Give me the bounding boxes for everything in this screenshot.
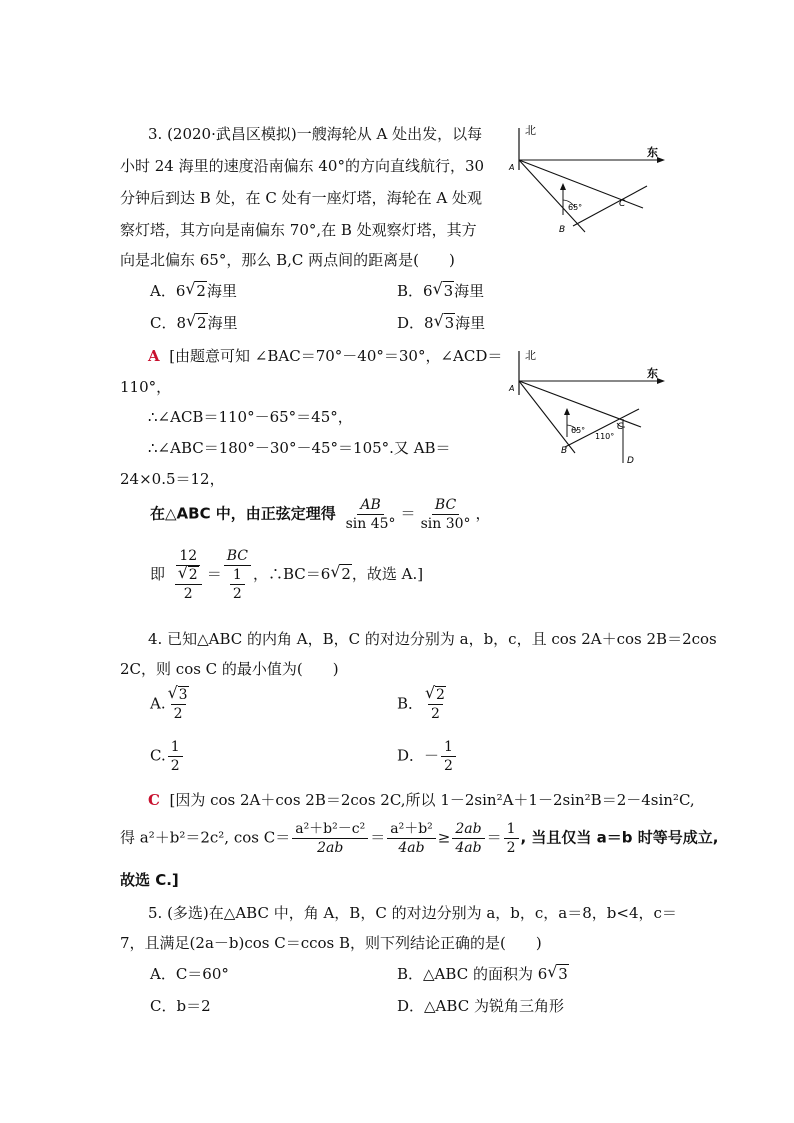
q5-option-b: B．△ABC 的面积为 6√ 3 — [397, 964, 569, 984]
sol3-line-5: 在△ABC 中，由正弦定理得 $\frac{AB}{\sin 45^\circ}$ ＝ $\frac{BC}{\sin 30^\circ}$ ， — [150, 497, 491, 532]
fig1-north-label: 北 — [525, 124, 536, 137]
fig1-point-c: C — [619, 199, 626, 209]
q5-option-c: C．b＝2 — [150, 997, 211, 1015]
q4-option-d: D．－ $\frac{1}{2}$ — [397, 738, 458, 775]
q5-line-2: 7，且满足(2a－b)cos C＝ccos B，则下列结论正确的是( ) — [120, 934, 542, 952]
figure-navigation-2 — [505, 345, 675, 470]
fig1-angle-label: 65° — [568, 203, 583, 212]
q3-line-1: 3. (2020·武昌区模拟)一艘海轮从 A 处出发，以每 — [148, 125, 483, 143]
sol4-line-3: 故选 C.] — [120, 871, 179, 889]
fig2-angle-110: 110° — [595, 432, 615, 441]
q4-option-c: C. $\frac{1}{2}$ — [150, 738, 185, 775]
sol3-answer: A — [148, 347, 160, 365]
fig2-east-label: 东 — [647, 367, 658, 380]
sol4-line-2: 得 a²＋b²＝2c², cos C＝ $\frac{\text{a²＋b²－c²}}{2ab}$ ＝ $\frac{\text{a²＋b²}}{4ab}$ ≥ $\frac{2ab}{4ab}$ ＝ $\frac{1}{2}$ , 当且仅当 a＝b 时等号成立, — [120, 821, 719, 856]
q3-line-5: 向是北偏东 65°，那么 B,C 两点间的距离是( ) — [120, 251, 455, 269]
fig1-east-label: 东 — [647, 146, 658, 159]
figure-navigation-1 — [505, 120, 675, 240]
q4-line-2: 2C，则 cos C 的最小值为( ) — [120, 660, 339, 678]
fig2-point-d: D — [627, 456, 634, 466]
fig2-angle-65: 65° — [571, 426, 586, 435]
q4-option-b: B． √ $\frac{2}{2}$ — [397, 686, 448, 723]
q5-line-1: 5. (多选)在△ABC 中，角 A，B，C 的对边分别为 a，b，c，a＝8，b<4，c＝ — [148, 904, 677, 922]
fig2-north-label: 北 — [525, 349, 536, 362]
fig2-point-c: C — [617, 422, 624, 432]
fig2-point-b: B — [561, 446, 568, 456]
q3-option-c: C．8√ 2海里 — [150, 313, 238, 333]
q5-option-d: D．△ABC 为锐角三角形 — [397, 997, 564, 1015]
q3-option-b: B．6√ 3海里 — [397, 281, 484, 301]
q5-option-a: A．C＝60° — [150, 965, 229, 983]
fig2-point-a: A — [509, 384, 515, 393]
q3-option-d: D．8√ 3海里 — [397, 313, 485, 333]
sol3-line-3: ∴∠ABC＝180°－30°－45°＝105°.又 AB＝ — [148, 439, 451, 457]
q4-option-a: A. √ $\frac{3}{2}$ — [150, 686, 191, 723]
sol3-line-4: 24×0.5＝12， — [120, 470, 225, 488]
q3-line-3: 分钟后到达 B 处，在 C 处有一座灯塔，海轮在 A 处观 — [120, 189, 482, 207]
q4-line-1: 4. 已知△ABC 的内角 A，B，C 的对边分别为 a，b，c，且 cos 2A＋cos 2B＝2cos — [148, 630, 717, 648]
q3-line-4: 察灯塔，其方向是南偏东 70°,在 B 处观察灯塔，其方 — [120, 221, 477, 239]
sol3-line-2: ∴∠ACB＝110°－65°＝45°， — [148, 408, 353, 426]
fig1-point-b: B — [559, 225, 566, 235]
q3-line-2: 小时 24 海里的速度沿南偏东 40°的方向直线航行，30 — [120, 157, 485, 175]
sol4-answer: C — [148, 791, 160, 809]
sol3-line-1b: 110°， — [120, 378, 172, 396]
fig1-point-a: A — [509, 163, 515, 172]
q3-option-a: A．6√ 2海里 — [150, 281, 237, 301]
sol3-line-6: 即 12 √ $\frac{2}{2}$ ＝ $\frac{BC}{\frac{1}{2}}$ ，∴BC＝6√ 2，故选 A.] — [150, 547, 423, 603]
sol3-line-1: A [由题意可知 ∠BAC＝70°－40°＝30°，∠ACD＝ — [148, 347, 503, 365]
sol4-line-1: C [因为 cos 2A＋cos 2B＝2cos 2C,所以 1－2sin²A＋1－2sin²B＝2－4sin²C, — [148, 791, 695, 809]
